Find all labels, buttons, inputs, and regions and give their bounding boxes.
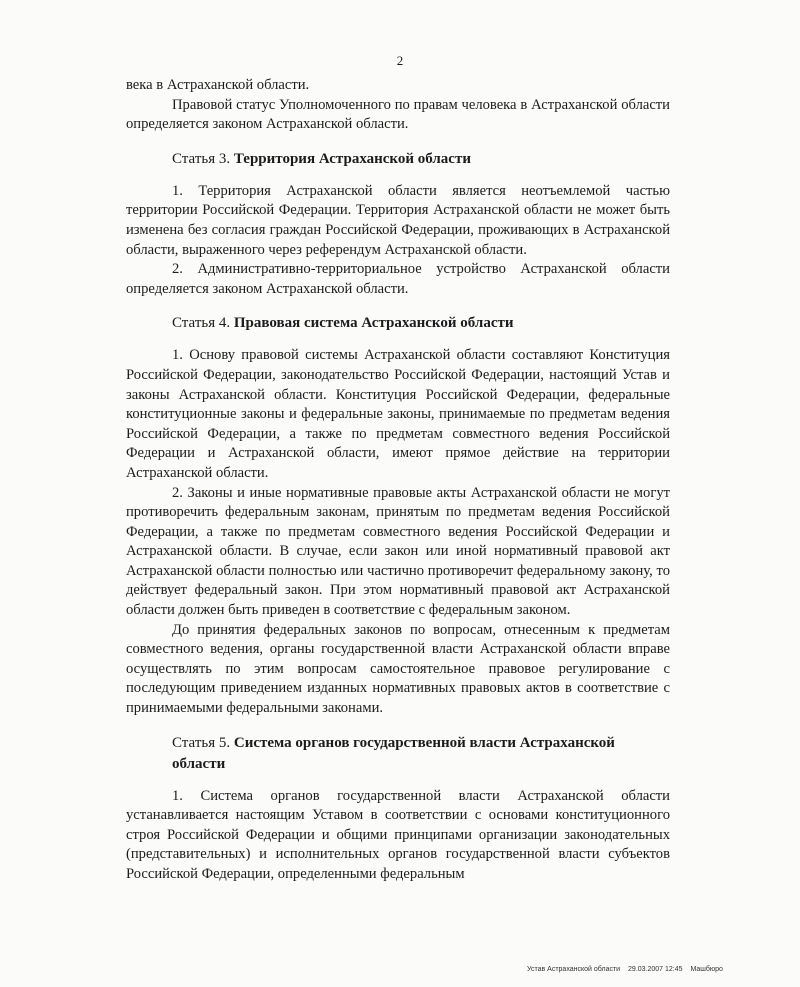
page-number: 2	[396, 53, 404, 68]
article-3-paragraph-1: 1. Территория Астраханской области является неотъемлемой частью территории Российской Федерации. Территория Астраханской области не может быть изменена без согласия граждан Российской Федерации, проживающих в Астраханской области, выраженного через референдум Астраханской области.	[126, 182, 670, 258]
article-4-title: Правовая система Астраханской области	[233, 315, 514, 332]
intro-paragraph: Правовой статус Уполномоченного по правам человека в Астраханской области определяется законом Астраханской области.	[126, 96, 670, 133]
page-footer	[527, 966, 729, 973]
article-3-label: Статья 3.	[172, 150, 231, 167]
article-4-paragraph-3: До принятия федеральных законов по вопросам, отнесенным к предметам совместного ведения, органы государственной власти Астраханской области вправе осуществлять по этим вопросам самостоятельное правовое регулирование с последующим приведением изданных нормативных правовых актов в соответствие с принимаемыми федеральными законами.	[126, 621, 670, 717]
article-4-heading	[126, 313, 670, 334]
document-body	[126, 76, 670, 885]
article-5-heading	[126, 733, 670, 775]
footer-document-name: Устав Астраханской области	[527, 966, 621, 973]
article-3-heading	[126, 149, 670, 170]
article-3-paragraph-2: 2. Административно-территориальное устройство Астраханской области определяется законом Астраханской области.	[126, 261, 670, 297]
article-3-title: Территория Астраханской области	[233, 150, 471, 167]
footer-author: Машбюро	[690, 966, 723, 973]
article-5-paragraph-1: 1. Система органов государственной власти Астраханской области устанавливается настоящим Уставом в соответствии с основами конституционного строя Российской Федерации и общими принципами организации законодательных (представительных) и исполнительных органов государственной власти субъектов Российской Федерации, определенными федеральным	[126, 787, 670, 882]
footer-datetime: 29.03.2007 12:45	[628, 966, 683, 973]
intro-line: века в Астраханской области.	[126, 77, 310, 93]
article-4-paragraph-1: 1. Основу правовой системы Астраханской области составляют Конституция Российской Федерации, законодательство Российской Федерации, настоящий Устав и законы Астраханской области. Конституция Российской Федерации, федеральные конституционные законы и федеральные законы, принимаемые по предметам ведения Российской Федерации, а также по предметам совместного ведения Российской Федерации и Астраханской области, имеют прямое действие на территории Астраханской области.	[126, 347, 670, 481]
article-5-label: Статья 5.	[172, 734, 231, 751]
article-4-label: Статья 4.	[172, 315, 231, 332]
article-5-title: Система органов государственной власти Астраханской области	[172, 734, 615, 772]
article-4-paragraph-2: 2. Законы и иные нормативные правовые акты Астраханской области не могут противоречить федеральным законам, принятым по предметам ведения Российской Федерации, а также по предметам совместного ведения Российской Федерации и Астраханской области. В случае, если закон или иной нормативный правовой акт Астраханской области полностью или частично противоречит федеральному закону, то действует федеральный закон. При этом нормативный правовой акт Астраханской области должен быть приведен в соответствие с федеральным законом.	[126, 484, 670, 619]
